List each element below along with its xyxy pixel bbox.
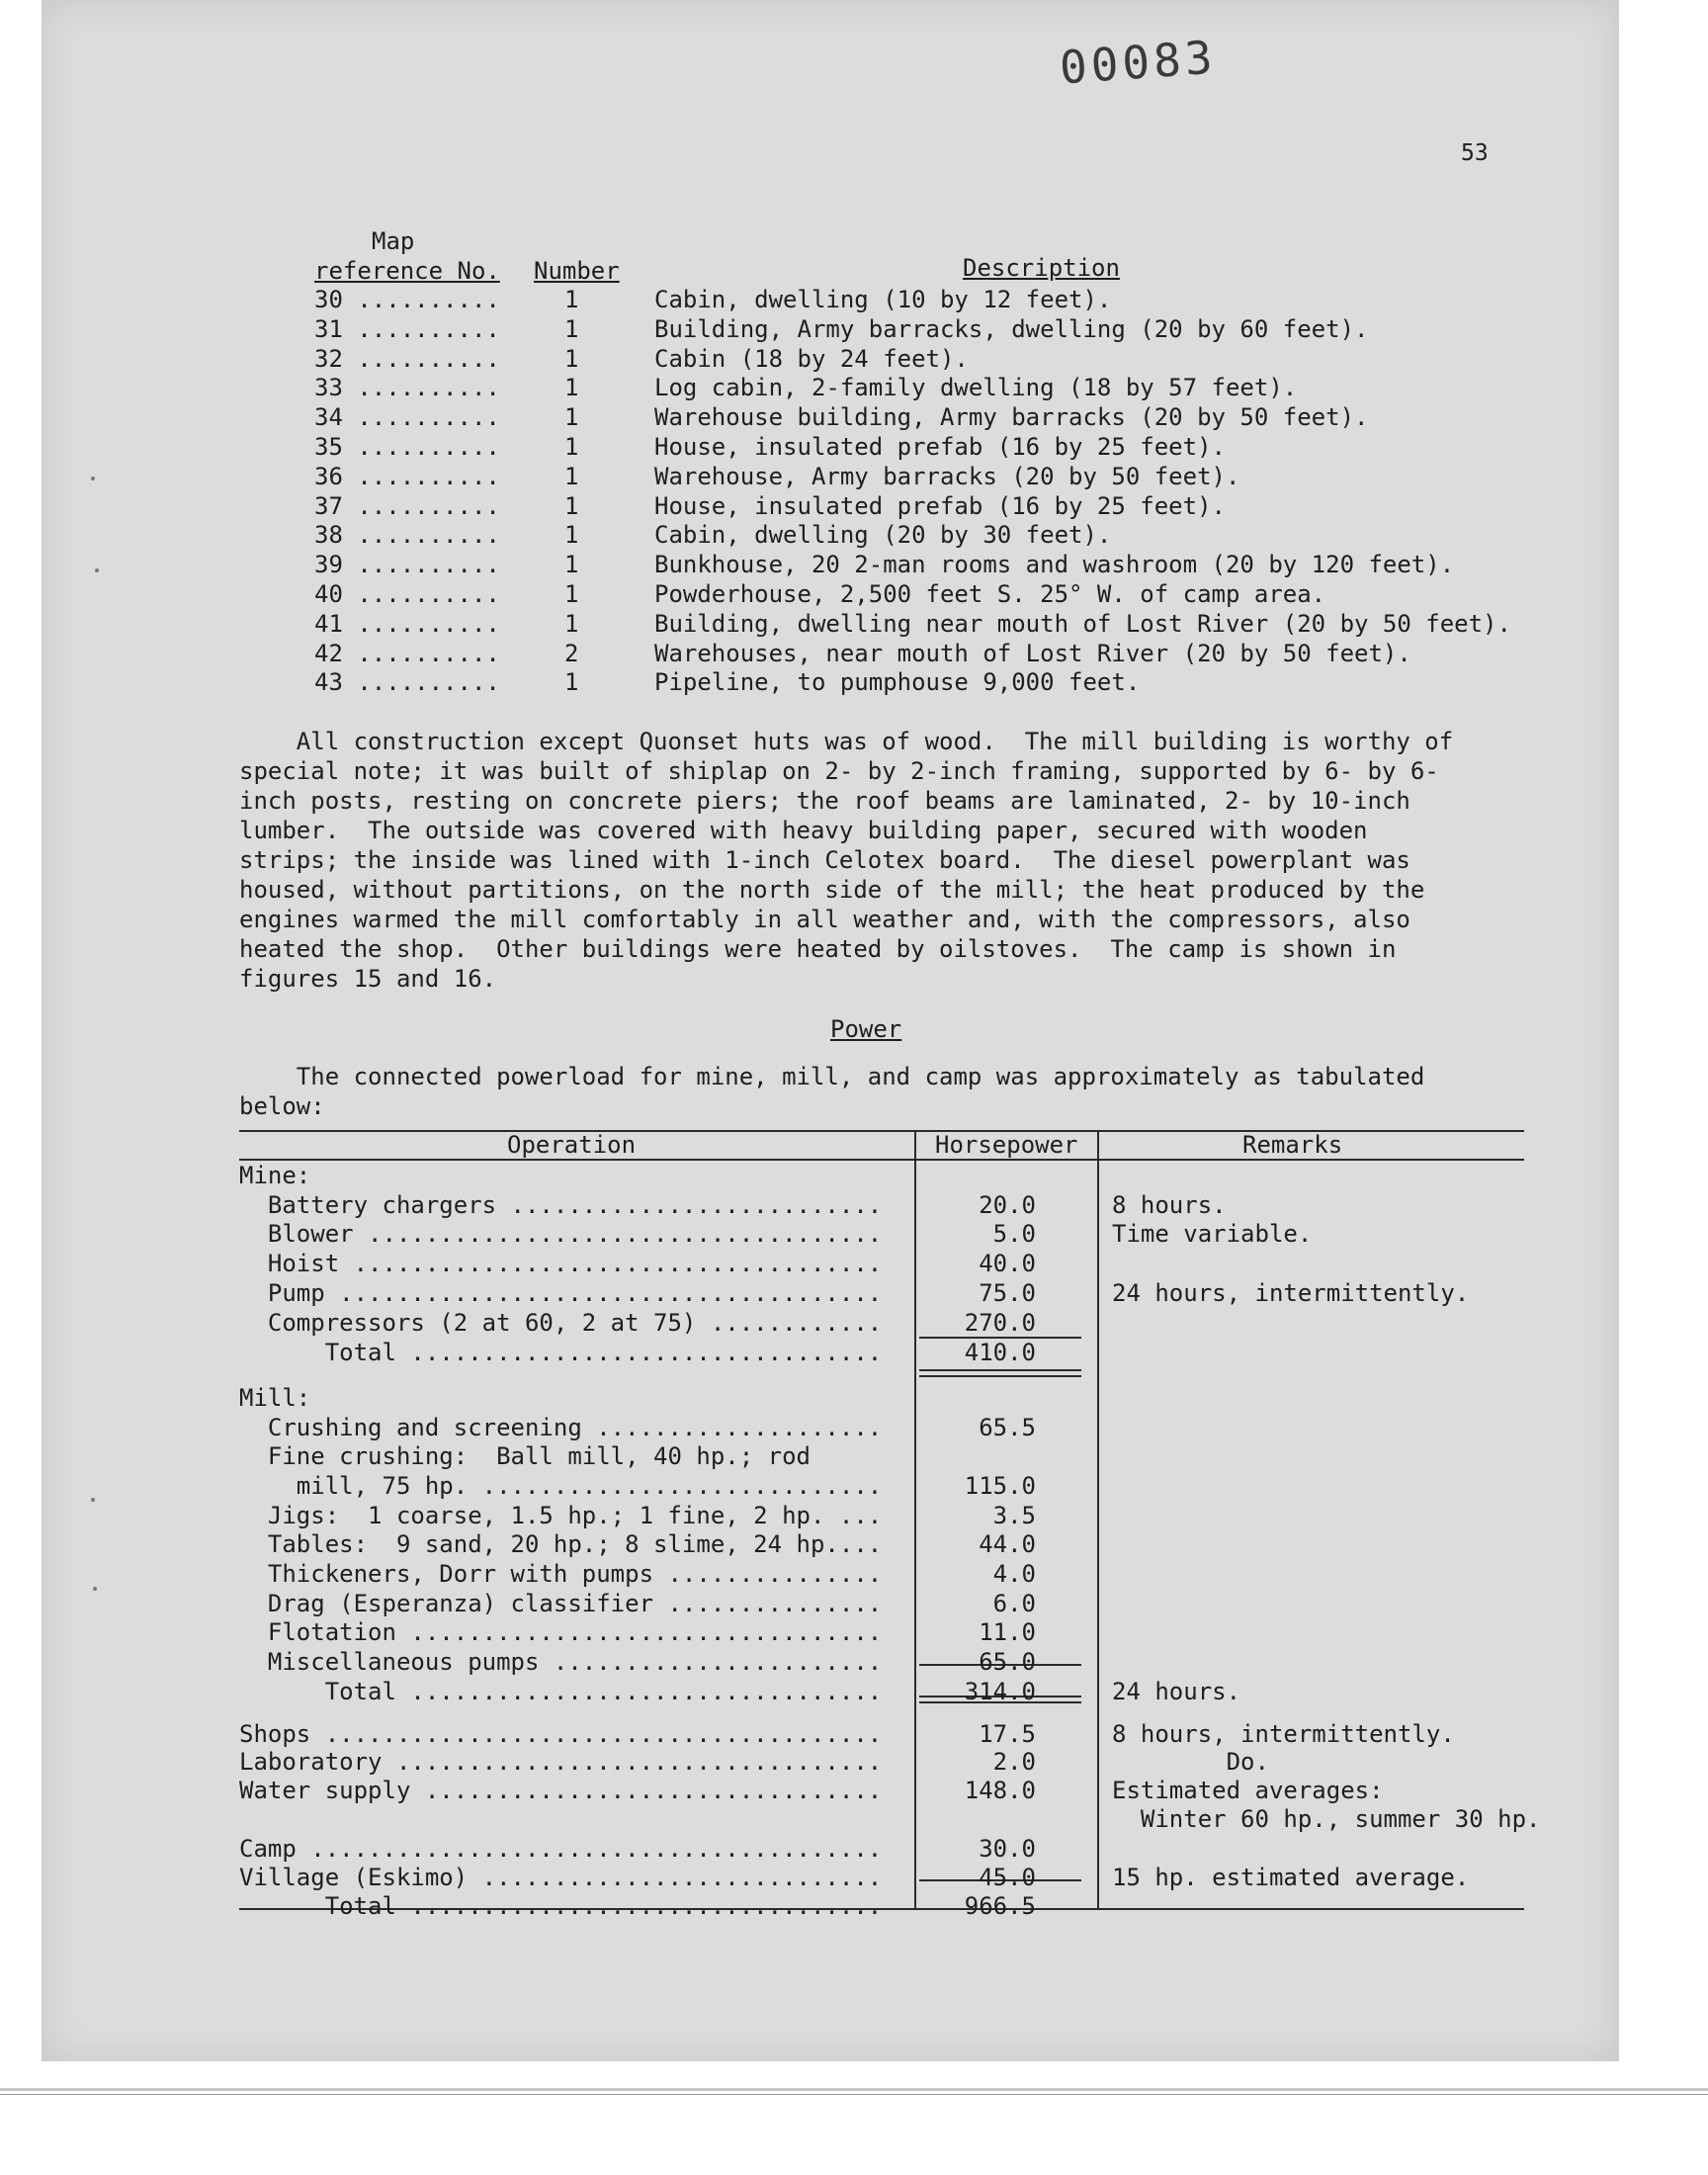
- description-cell: Building, dwelling near mouth of Lost River (20 by 50 feet).: [654, 610, 1511, 638]
- number-cell: 1: [564, 580, 579, 608]
- map-ref-cell: 43 ..........: [314, 668, 500, 696]
- number-cell: 1: [564, 463, 579, 490]
- operation-cell: Mine:: [239, 1162, 311, 1189]
- operation-cell: Pump ......................................: [239, 1279, 883, 1307]
- horsepower-cell: 5.0: [992, 1220, 1036, 1248]
- operation-cell: Total .................................: [239, 1678, 883, 1705]
- power-intro-line2: below:: [239, 1092, 325, 1120]
- operation-cell: Fine crushing: Ball mill, 40 hp.; rod: [239, 1442, 811, 1470]
- header-remarks: Remarks: [1242, 1131, 1343, 1159]
- total-double-rule: [919, 1375, 1081, 1377]
- map-ref-cell: 34 ..........: [314, 403, 500, 431]
- number-cell: 1: [564, 315, 579, 343]
- remarks-cell: Time variable.: [1112, 1220, 1313, 1248]
- horsepower-cell: 148.0: [964, 1777, 1036, 1804]
- map-ref-cell: 42 ..........: [314, 640, 500, 667]
- scan-speck: [91, 477, 95, 480]
- scan-speck: [93, 1587, 97, 1591]
- scan-speck: [91, 1498, 95, 1502]
- operation-cell: Camp ........................................: [239, 1835, 883, 1863]
- description-cell: House, insulated prefab (16 by 25 feet).: [654, 492, 1226, 520]
- number-cell: 1: [564, 668, 579, 696]
- operation-cell: Drag (Esperanza) classifier ...............: [239, 1590, 883, 1617]
- paragraph-line: strips; the inside was lined with 1-inch Celotex board. The diesel powerplant was: [239, 846, 1410, 874]
- horsepower-cell: 3.5: [992, 1502, 1036, 1529]
- map-ref-cell: 33 ..........: [314, 374, 500, 401]
- map-ref-cell: 38 ..........: [314, 521, 500, 549]
- operation-cell: Jigs: 1 coarse, 1.5 hp.; 1 fine, 2 hp. ...: [239, 1502, 883, 1529]
- paragraph-line: housed, without partitions, on the north side of the mill; the heat produced by the: [239, 876, 1425, 904]
- number-cell: 1: [564, 286, 579, 313]
- map-ref-cell: 39 ..........: [314, 551, 500, 578]
- number-cell: 1: [564, 374, 579, 401]
- paragraph-line: figures 15 and 16.: [239, 965, 497, 993]
- description-cell: House, insulated prefab (16 by 25 feet).: [654, 433, 1226, 461]
- map-ref-cell: 37 ..........: [314, 492, 500, 520]
- operation-cell: Mill:: [239, 1384, 311, 1412]
- horsepower-cell: 44.0: [979, 1530, 1036, 1558]
- map-ref-cell: 35 ..........: [314, 433, 500, 461]
- horsepower-cell: 410.0: [964, 1339, 1036, 1366]
- remarks-cell: Winter 60 hp., summer 30 hp.: [1112, 1805, 1541, 1833]
- operation-cell: Thickeners, Dorr with pumps ...............: [239, 1560, 883, 1588]
- horsepower-cell: 17.5: [979, 1720, 1036, 1748]
- horsepower-cell: 75.0: [979, 1279, 1036, 1307]
- map-ref-cell: 30 ..........: [314, 286, 500, 313]
- body-paragraph: [239, 727, 1554, 994]
- description-cell: Cabin (18 by 24 feet).: [654, 345, 969, 373]
- horsepower-cell: 6.0: [992, 1590, 1036, 1617]
- page-number: 53: [1461, 140, 1489, 166]
- operation-cell: Laboratory ..................................: [239, 1748, 883, 1776]
- operation-cell: Battery chargers ..........................: [239, 1191, 883, 1219]
- operation-cell: Shops .......................................: [239, 1720, 883, 1748]
- horsepower-cell: 11.0: [979, 1618, 1036, 1646]
- description-cell: Pipeline, to pumphouse 9,000 feet.: [654, 668, 1141, 696]
- header-number: Number: [534, 257, 620, 285]
- remarks-cell: 15 hp. estimated average.: [1112, 1864, 1470, 1891]
- operation-cell: Total .................................: [239, 1892, 883, 1920]
- horsepower-cell: 45.0: [979, 1864, 1036, 1891]
- remarks-cell: Estimated averages:: [1112, 1777, 1384, 1804]
- number-cell: 1: [564, 551, 579, 578]
- map-ref-cell: 36 ..........: [314, 463, 500, 490]
- horsepower-cell: 4.0: [992, 1560, 1036, 1588]
- remarks-cell: 8 hours.: [1112, 1191, 1227, 1219]
- operation-cell: Blower ....................................: [239, 1220, 883, 1248]
- remarks-cell: Do.: [1112, 1748, 1269, 1776]
- operation-cell: Total .................................: [239, 1339, 883, 1366]
- operation-cell: Flotation .................................: [239, 1618, 883, 1646]
- operation-cell: Miscellaneous pumps .......................: [239, 1648, 883, 1676]
- horsepower-cell: 65.5: [979, 1414, 1036, 1441]
- paragraph-line: All construction except Quonset huts was of wood. The mill building is worthy of: [239, 728, 1454, 755]
- description-cell: Log cabin, 2-family dwelling (18 by 57 feet).: [654, 374, 1298, 401]
- description-cell: Cabin, dwelling (20 by 30 feet).: [654, 521, 1112, 549]
- number-cell: 2: [564, 640, 579, 667]
- number-cell: 1: [564, 403, 579, 431]
- horsepower-cell: 314.0: [964, 1678, 1036, 1705]
- header-description: Description: [963, 254, 1120, 282]
- operation-cell: mill, 75 hp. ............................: [239, 1472, 883, 1500]
- operation-cell: Compressors (2 at 60, 2 at 75) ............: [239, 1309, 883, 1337]
- number-cell: 1: [564, 492, 579, 520]
- total-double-rule: [919, 1369, 1081, 1371]
- column-divider: [914, 1130, 916, 1910]
- page-edge: [0, 2088, 1708, 2091]
- header-map: Map: [372, 227, 415, 255]
- number-cell: 1: [564, 345, 579, 373]
- horsepower-cell: 30.0: [979, 1835, 1036, 1863]
- operation-cell: Crushing and screening ....................: [239, 1414, 883, 1441]
- horsepower-cell: 270.0: [964, 1309, 1036, 1337]
- horsepower-cell: 2.0: [992, 1748, 1036, 1776]
- description-cell: Warehouses, near mouth of Lost River (20 by 50 feet).: [654, 640, 1411, 667]
- header-horsepower: Horsepower: [935, 1131, 1078, 1159]
- paragraph-line: engines warmed the mill comfortably in all weather and, with the compressors, also: [239, 906, 1410, 933]
- section-heading-power: Power: [830, 1015, 902, 1043]
- description-cell: Bunkhouse, 20 2-man rooms and washroom (20 by 120 feet).: [654, 551, 1455, 578]
- map-ref-cell: 31 ..........: [314, 315, 500, 343]
- description-cell: Powderhouse, 2,500 feet S. 25° W. of camp area.: [654, 580, 1326, 608]
- paragraph-line: heated the shop. Other buildings were heated by oilstoves. The camp is shown in: [239, 935, 1397, 963]
- header-reference-no: reference No.: [314, 257, 500, 285]
- operation-cell: Village (Eskimo) ............................: [239, 1864, 883, 1891]
- paragraph-line: special note; it was built of shiplap on 2- by 2-inch framing, supported by 6- by 6-: [239, 757, 1439, 785]
- number-cell: 1: [564, 610, 579, 638]
- remarks-cell: 24 hours, intermittently.: [1112, 1279, 1470, 1307]
- number-cell: 1: [564, 521, 579, 549]
- horsepower-cell: 115.0: [964, 1472, 1036, 1500]
- horsepower-cell: 966.5: [964, 1892, 1036, 1920]
- paragraph-line: lumber. The outside was covered with heavy building paper, secured with wooden: [239, 817, 1368, 844]
- description-cell: Cabin, dwelling (10 by 12 feet).: [654, 286, 1112, 313]
- column-divider: [1097, 1130, 1099, 1910]
- document-stamp: 00083: [1058, 30, 1219, 95]
- map-ref-cell: 32 ..........: [314, 345, 500, 373]
- remarks-cell: 24 hours.: [1112, 1678, 1241, 1705]
- operation-cell: Hoist .....................................: [239, 1250, 883, 1277]
- horsepower-cell: 20.0: [979, 1191, 1036, 1219]
- number-cell: 1: [564, 433, 579, 461]
- horsepower-cell: 40.0: [979, 1250, 1036, 1277]
- description-cell: Warehouse, Army barracks (20 by 50 feet).: [654, 463, 1240, 490]
- operation-cell: Tables: 9 sand, 20 hp.; 8 slime, 24 hp....: [239, 1530, 883, 1558]
- map-ref-cell: 40 ..........: [314, 580, 500, 608]
- operation-cell: Water supply ................................: [239, 1777, 883, 1804]
- remarks-cell: 8 hours, intermittently.: [1112, 1720, 1455, 1748]
- paragraph-line: inch posts, resting on concrete piers; the roof beams are laminated, 2- by 10-inch: [239, 787, 1410, 815]
- scan-speck: [95, 568, 99, 572]
- horsepower-cell: 65.0: [979, 1648, 1036, 1676]
- header-operation: Operation: [507, 1131, 637, 1159]
- map-ref-cell: 41 ..........: [314, 610, 500, 638]
- description-cell: Building, Army barracks, dwelling (20 by 60 feet).: [654, 315, 1369, 343]
- page-edge-line: [0, 2094, 1708, 2095]
- power-intro-line1: The connected powerload for mine, mill, and camp was approximately as tabulated: [239, 1063, 1425, 1090]
- description-cell: Warehouse building, Army barracks (20 by 50 feet).: [654, 403, 1369, 431]
